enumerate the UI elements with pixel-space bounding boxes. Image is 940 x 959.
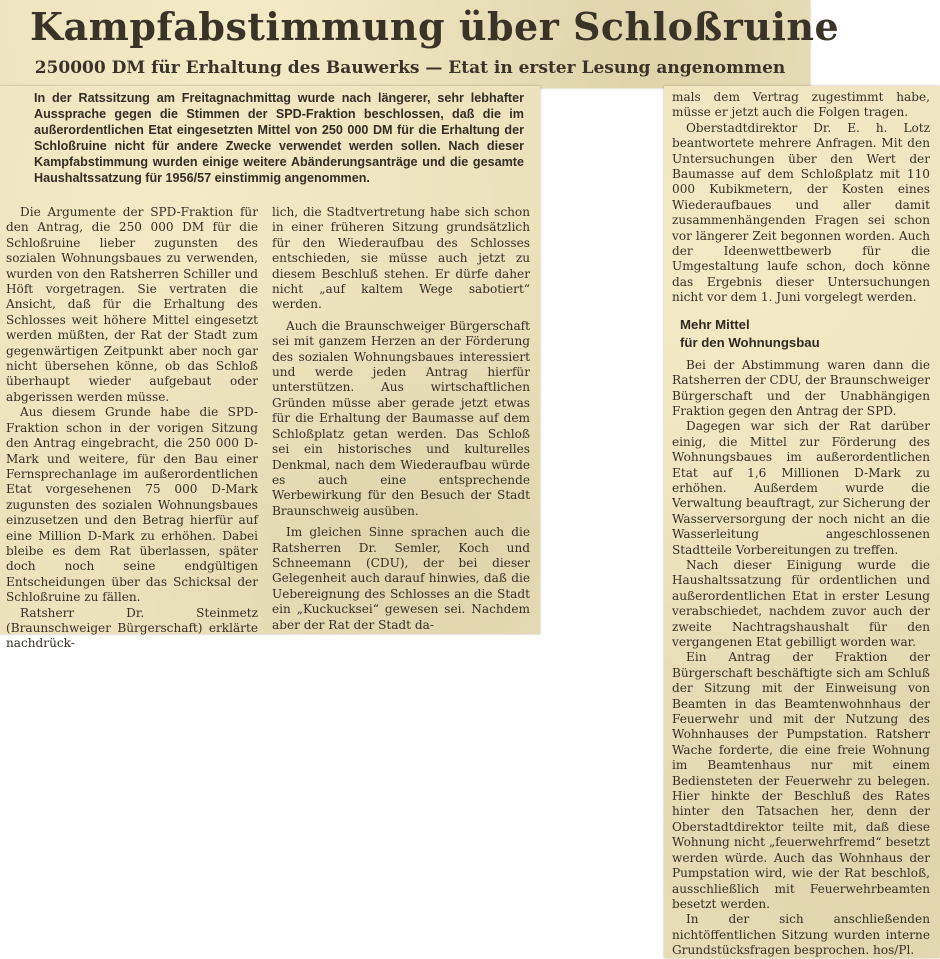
article-column-3: [672, 90, 930, 959]
paragraph: Ein Antrag der Fraktion der Bürgerschaft beschäftigte sich am Schluß der Sitzung mit der Einweisung von Beamten in das Beamtenwohnhaus der Feuerwehr und mit der Nutzung des Wohnhauses der Pumpstation. Ratsherr Wache forderte, die eine freie Wohnung im Beamtenhaus nur mit einem Bediensteten der Feuerwehr zu belegen. Hier hinkte der Beschluß des Rates hinter den Tatsachen her, denn der Oberstadtdirektor teilte mit, daß diese Wohnung nicht „feuerwehrfremd“ besetzt werden würde. Auch das Wohnhaus der Pumpstation wird, wie der Rat beschloß, ausschließlich mit Feuerwehrbeamten besetzt werden.: [672, 650, 930, 911]
paragraph: Auch die Braunschweiger Bürgerschaft sei mit ganzem Herzen an der Förderung des sozialen Wohnungsbaues interessiert und werde jeden Antrag hierfür unterstützen. Aus wirtschaftlichen Gründen müsse aber gerade jetzt etwas für die Erhaltung der Baumasse auf dem Schloßplatz getan werden. Das Schloß sei ein historisches und kulturelles Denkmal, nach dem Wiederaufbau würde es auch eine entsprechende Werbewirkung für den Besuch der Stadt Braunschweig ausüben.: [272, 318, 530, 518]
article-headline: Kampfabstimmung über Schloßruine: [30, 4, 840, 49]
paragraph: Die Argumente der SPD-Fraktion für den Antrag, die 250 000 DM für die Schloßruine lieber zugunsten des sozialen Wohnungsbaues zu verwenden, wurden von den Ratsherren Schiller und Höft vorgetragen. Sie vertraten die Ansicht, daß für die Erhaltung des Schlosses weit höhere Mittel eingesetzt werden müßten, der Rat der Stadt zum gegenwärtigen Zeitpunkt aber noch gar nicht übersehen könne, ob das Schloß überhaupt wieder aufgebaut oder abgerissen werden müsse.: [6, 205, 258, 404]
paragraph: mals dem Vertrag zugestimmt habe, müsse er jetzt auch die Folgen tragen.: [672, 90, 930, 120]
article-lead: In der Ratssitzung am Freitagnachmittag wurde nach längerer, sehr lebhafter Aussprache gegen die Stimmen der SPD-Fraktion beschlossen, daß die im außerordentlichen Etat eingesetzten Mittel von 250 000 DM für die Erhaltung der Schloßruine nicht für andere Zwecke verwendet werden sollen. Nach dieser Kampfabstimmung wurden einige weitere Abänderungsanträge und die gesamte Haushaltssatzung für 1956/57 einstimmig angenommen.: [34, 91, 524, 185]
article-column-2: [272, 205, 530, 633]
paragraph: Bei der Abstimmung waren dann die Ratsherren der CDU, der Braunschweiger Bürgerschaft und der Unabhängigen Fraktion gegen den Antrag der SPD.: [672, 357, 931, 418]
paragraph: Ratsherr Dr. Steinmetz (Braunschweiger Bürgerschaft) erklärte nachdrück-: [6, 605, 258, 651]
paragraph: Dagegen war sich der Rat darüber einig, die Mittel zur Förderung des Wohnungsbaues im außerordentlichen Etat auf 1,6 Millionen D-Mark zu erhöhen. Außerdem wurde die Verwaltung beauftragt, zur Sicherung der Wasserversorgung der noch nicht an die Wasserleitung angeschlossenen Stadtteile Vorbereitungen zu treffen.: [672, 419, 930, 557]
paragraph: Oberstadtdirektor Dr. E. h. Lotz beantwortete mehrere Anfragen. Mit den Untersuchungen über den Wert der Baumasse auf dem Schloßplatz mit 110 000 Kubikmetern, der Kosten eines Wiederaufbaues und aller damit zusammenhängenden Fragen sei schon vor längerer Zeit begonnen worden. Auch der Ideenwettbewerb für die Umgestaltung laufe schon, doch könne das Ergebnis dieser Untersuchungen nicht vor dem 1. Juni vorgelegt werden.: [672, 120, 930, 305]
section-heading-line: Mehr Mittel: [680, 316, 750, 332]
article-column-1: [6, 205, 258, 652]
paragraph: lich, die Stadtvertretung habe sich schon in einer früheren Sitzung grundsätzlich für den Wiederaufbau des Schlosses entschieden, sie müsse auch jetzt zu diesem Beschluß stehen. Er dürfe daher nicht „auf kaltem Wege sabotiert“ werden.: [272, 205, 530, 312]
paragraph: Aus diesem Grunde habe die SPD-Fraktion schon in der vorigen Sitzung den Antrag eingebracht, die 250 000 D-Mark und weitere, für den Bau einer Fernsprechanlage im außerordentlichen Etat vorgesehenen 75 000 D-Mark zugunsten des sozialen Wohnungsbaues einzusetzen und den Betrag hierfür auf eine Million D-Mark zu erhöhen. Dabei bleibe es dem Rat überlassen, später doch noch seine endgültigen Entscheidungen über das Schicksal der Schloßruine zu fällen.: [6, 405, 258, 605]
paragraph: Nach dieser Einigung wurde die Haushaltssatzung für ordentlichen und außerordentlichen Etat in erster Lesung verabschiedet, nachdem zuvor auch der zweite Nachtragshaushalt für den vergangenen Etat gebilligt worden war.: [672, 557, 930, 649]
paragraph: In der sich anschließenden nichtöffentlichen Sitzung wurden interne Grundstücksfragen besprochen. hos/Pl.: [672, 912, 930, 958]
article-subheadline: 250000 DM für Erhaltung des Bauwerks — Etat in erster Lesung angenommen: [34, 58, 786, 78]
section-heading: [680, 316, 930, 352]
paragraph: Im gleichen Sinne sprachen auch die Ratsherren Dr. Semler, Koch und Schneemann (CDU), der bei dieser Gelegenheit auch darauf hinwies, daß die Uebereignung des Schlosses an die Stadt ein „Kuckucksei“ gewesen sei. Nachdem aber der Rat der Stadt da-: [272, 525, 530, 632]
section-heading-line: für den Wohnungsbau: [680, 334, 820, 350]
